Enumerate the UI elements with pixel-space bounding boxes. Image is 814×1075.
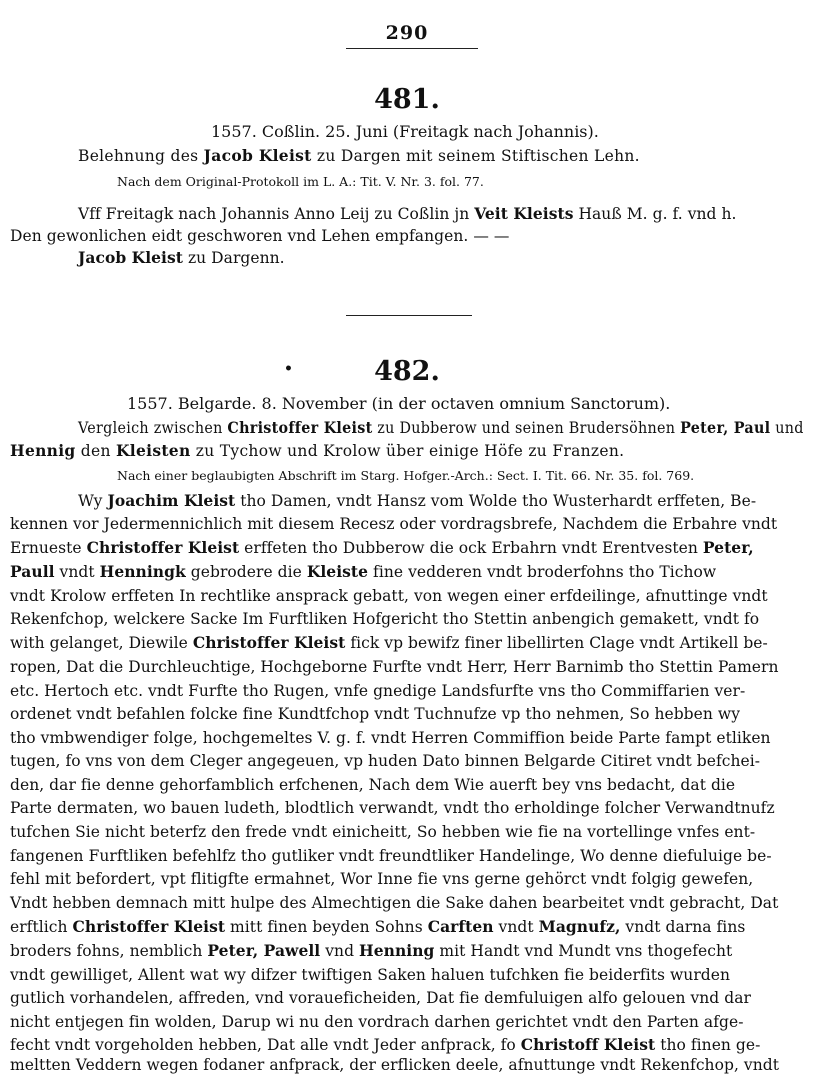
doc-482-heading: 1557. Belgarde. 8. November (in der octaven omnium Sanctorum).: [127, 394, 671, 413]
doc-482-body-line-1: [78, 491, 756, 511]
doc-481-title-a: Belehnung des: [78, 147, 204, 165]
doc-482-body-line-16: fangenen Furftliken befehlfz tho gutliker vndt freundtliker Handelinge, Wo denne diefuluige be-: [10, 847, 772, 865]
b19-name-2: Carften: [427, 917, 494, 936]
doc-482-body-line-11: tho vmbwendiger folge, hochgemeltes V. g. f. vndt Herren Commiffion beide Parte fampt etliken: [10, 729, 771, 747]
b3-a: Ernueste: [10, 539, 87, 557]
doc-482-t1-n1: Christoffer Kleist: [227, 418, 373, 437]
doc-481-signature-name: Jacob Kleist: [78, 248, 183, 267]
doc-482-body-line-22: gutlich vorhandelen, affreden, vnd voraueficheiden, Dat fie demfuluigen alfo gelouen vnd dar: [10, 989, 751, 1007]
doc-481-title-b: zu Dargen mit seinem Stiftischen Lehn.: [311, 147, 640, 165]
doc-482-t1-a: Vergleich zwischen: [78, 419, 228, 437]
doc-482-body-line-9: etc. Hertoch etc. vndt Furfte tho Rugen, vnfe gnedige Landsfurfte vns tho Commiffarien ver-: [10, 682, 746, 700]
b7-name: Christoffer Kleist: [192, 633, 346, 652]
doc-482-body-line-13: den, dar fie denne gehorfamblich erfchenen, Nach dem Wie auerft bey vns bedacht, dat die: [10, 776, 736, 794]
b24-name: Christoff Kleist: [520, 1035, 656, 1054]
b19-d: vndt darna fins: [620, 918, 746, 936]
doc-482-body-line-7: [10, 633, 768, 653]
doc-481-signature-b: zu Dargenn.: [182, 249, 285, 267]
doc-481-source: Nach dem Original-Protokoll im L. A.: Tit. V. Nr. 3. fol. 77.: [117, 174, 484, 189]
section-rule: [346, 315, 472, 316]
doc-481-title-name: Jacob Kleist: [203, 146, 312, 165]
b7-a: with gelanget, Diewile: [10, 634, 193, 652]
doc-482-body-line-5: vndt Krolow erffeten In rechtlike ansprack gebatt, von wegen einer erfdeilinge, afnuttinge vndt: [10, 587, 768, 605]
doc-482-t1-c: und: [770, 419, 804, 437]
b4-name-3: Kleiste: [306, 562, 369, 581]
b3-name-2: Peter,: [702, 538, 754, 557]
b19-c: vndt: [493, 918, 539, 936]
doc-482-title-line-1: [78, 418, 804, 438]
doc-482-body-line-15: tufchen Sie nicht beterfz den frede vndt einicheitt, So hebben wie fie na vortellinge vnfes ent-: [10, 823, 756, 841]
doc-482-body-line-19: [10, 917, 745, 937]
doc-481-line-1: [78, 204, 737, 224]
b4-name-1: Paull: [10, 562, 55, 581]
b19-b: mitt finen beyden Sohns: [225, 918, 428, 936]
b7-b: fick vp bewifz finer libellirten Clage vndt Artikell be-: [345, 634, 768, 652]
b20-name-1: Peter, Pawell: [207, 941, 321, 960]
doc-482-body-line-21: vndt gewilliget, Allent wat wy difzer twiftigen Saken haluen tufchken fie beiderfits wurden: [10, 966, 731, 984]
doc-481-line-1-name: Veit Kleists: [474, 204, 574, 223]
doc-481-line-1-a: Vff Freitagk nach Johannis Anno Leij zu Coßlin jn: [78, 205, 475, 223]
b20-name-2: Henning: [359, 941, 435, 960]
doc-481-title: [78, 146, 640, 166]
b4-a: vndt: [54, 563, 100, 581]
doc-482-body-line-20: [10, 941, 732, 961]
doc-482-number: 482.: [374, 356, 440, 387]
b19-a: erftlich: [10, 918, 73, 936]
doc-482-body-line-3: [10, 538, 754, 558]
doc-482-body-line-4: [10, 562, 716, 582]
b20-b: vnd: [320, 942, 360, 960]
b1-name: Joachim Kleist: [107, 491, 236, 510]
doc-481-signature: [78, 248, 285, 268]
doc-482-body-line-25: meltten Veddern wegen fodaner anfprack, der erflicken deele, afnuttunge vndt Rekenfchop, vndt: [10, 1056, 779, 1074]
b24-a: fecht vndt vorgeholden hebben, Dat alle vndt Jeder anfprack, fo: [10, 1036, 521, 1054]
b4-c: fine vedderen vndt broderfohns tho Tichow: [368, 563, 717, 581]
doc-482-body-line-6: Rekenfchop, welckere Sacke Im Furftliken Hofgericht tho Stettin anbengich gemakett, vndt fo: [10, 610, 760, 628]
doc-481-line-2: Den gewonlichen eidt geschworen vnd Lehen empfangen. — —: [10, 227, 510, 245]
doc-481-heading: 1557. Coßlin. 25. Juni (Freitagk nach Johannis).: [211, 122, 599, 141]
doc-482-body-line-18: Vndt hebben demnach mitt hulpe des Almechtigen die Sake dahen bearbeitet vndt gebracht, Dat: [10, 894, 779, 912]
doc-482-t2-n2: Kleisten: [116, 441, 191, 460]
b1-a: Wy: [78, 492, 108, 510]
doc-482-body-line-23: nicht entjegen fin wolden, Darup wi nu den vordrach darhen gerichtet vndt den Parten afge-: [10, 1013, 744, 1031]
b4-name-2: Henningk: [99, 562, 186, 581]
b19-name-1: Christoffer Kleist: [72, 917, 226, 936]
b20-c: mit Handt vnd Mundt vns thogefecht: [434, 942, 733, 960]
doc-482-body-line-17: fehl mit befordert, vpt flitigfte ermahnet, Wor Inne fie vns gerne gehörct vndt folgig gewefen,: [10, 870, 754, 888]
doc-482-t2-n1: Hennig: [10, 441, 76, 460]
doc-482-body-line-10: ordenet vndt befahlen folcke fine Kundtfchop vndt Tuchnufze vp tho nehmen, So hebben wy: [10, 705, 740, 723]
doc-482-t2-b: zu Tychow und Krolow über einige Höfe zu Franzen.: [190, 442, 625, 460]
b4-b: gebrodere die: [185, 563, 307, 581]
doc-482-body-line-8: ropen, Dat die Durchleuchtige, Hochgeborne Furfte vndt Herr, Herr Barnimb tho Stettin Pamern: [10, 658, 779, 676]
b19-name-3: Magnufz,: [538, 917, 621, 936]
doc-482-body-line-2: kennen vor Jedermennichlich mit diesem Recesz oder vordragsbrefe, Nachdem die Erbahre vndt: [10, 515, 778, 533]
doc-482-t2-a: den: [75, 442, 117, 460]
doc-482-body-line-14: Parte dermaten, wo bauen ludeth, blodtlich verwandt, vndt tho erholdinge folcher Verwandtnufz: [10, 799, 775, 817]
doc-482-title-line-2: [10, 441, 624, 461]
page-number: 290: [385, 22, 429, 44]
doc-482-t1-n2: Peter, Paul: [680, 418, 771, 437]
doc-481-line-1-b: Hauß M. g. f. vnd h.: [573, 205, 737, 223]
doc-482-t1-b: zu Dubberow und seinen Brudersöhnen: [372, 419, 681, 437]
b3-name: Christoffer Kleist: [86, 538, 240, 557]
doc-482-body-line-12: tugen, fo vns von dem Cleger angegeuen, vp huden Dato binnen Belgarde Citiret vndt befchei-: [10, 752, 761, 770]
b1-b: tho Damen, vndt Hansz vom Wolde tho Wusterhardt erffeten, Be-: [235, 492, 757, 510]
doc-482-marker: •: [284, 361, 293, 377]
b20-a: broders fohns, nemblich: [10, 942, 208, 960]
b3-b: erffeten tho Dubberow die ock Erbahrn vndt Erentvesten: [239, 539, 703, 557]
doc-481-number: 481.: [374, 84, 440, 115]
doc-482-source: Nach einer beglaubigten Abschrift im Starg. Hofger.-Arch.: Sect. I. Tit. 66. Nr. 35. fol. 769.: [117, 468, 695, 483]
doc-482-body-line-24: [10, 1035, 760, 1055]
b24-b: tho finen ge-: [655, 1036, 761, 1054]
header-rule: [346, 48, 478, 49]
